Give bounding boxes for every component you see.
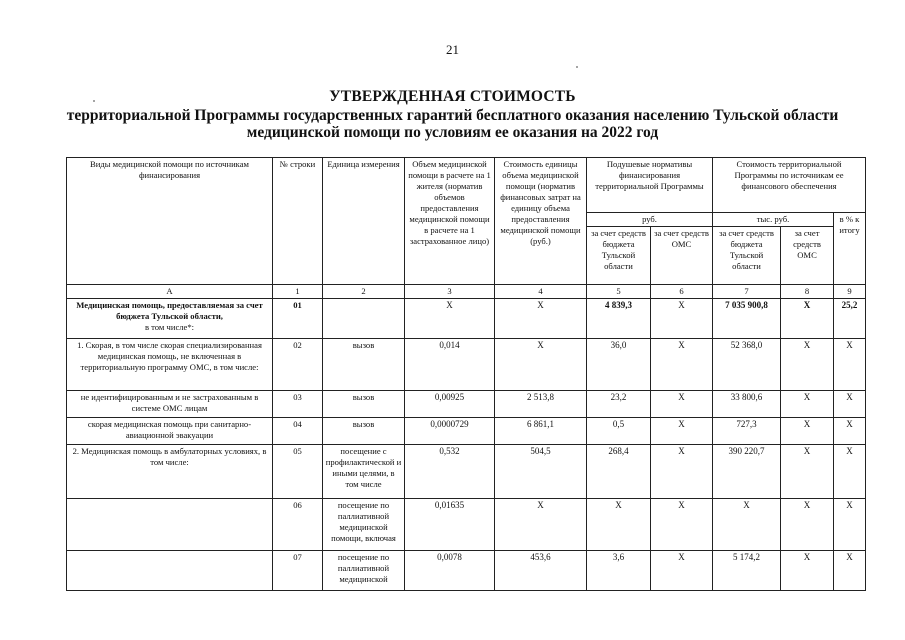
- row-volume: 0,014: [405, 339, 495, 391]
- table-row: [67, 339, 866, 391]
- table-row: [67, 551, 866, 591]
- row-pc-budget: 3,6: [587, 551, 651, 591]
- row-volume: 0,0078: [405, 551, 495, 591]
- header-row-number: № строки: [273, 158, 323, 285]
- row-unit: [323, 299, 405, 339]
- header-tot-oms: за счет средств ОМС: [781, 227, 834, 285]
- scan-speck: [93, 100, 95, 102]
- row-name: 1. Скорая, в том числе скорая специализированная медицинская помощь, не включенная в территориальную программу ОМС, в том числе:: [67, 339, 273, 391]
- row-cost: 504,5: [495, 445, 587, 499]
- header-total: Стоимость территориальной Программы по источникам ее финансового обеспечения: [713, 158, 866, 213]
- row-pc-oms: X: [651, 339, 713, 391]
- row-tot-budget: 5 174,2: [713, 551, 781, 591]
- row-cost: 6 861,1: [495, 418, 587, 445]
- header-pc-budget: за счет средств бюджета Тульской области: [587, 227, 651, 285]
- row-volume: X: [405, 299, 495, 339]
- row-pc-budget: 4 839,3: [587, 299, 651, 339]
- row-name: [67, 499, 273, 551]
- row-unit: вызов: [323, 339, 405, 391]
- header-kind: Виды медицинской помощи по источникам финансирования: [67, 158, 273, 285]
- row-pc-budget: 268,4: [587, 445, 651, 499]
- header-percent: в % к итогу: [834, 213, 866, 285]
- row-percent: X: [834, 551, 866, 591]
- row-pc-budget: 36,0: [587, 339, 651, 391]
- index-cell: 2: [323, 285, 405, 299]
- row-percent: X: [834, 339, 866, 391]
- row-percent: X: [834, 391, 866, 418]
- row-tot-oms: X: [781, 391, 834, 418]
- row-volume: 0,00925: [405, 391, 495, 418]
- row-unit: вызов: [323, 418, 405, 445]
- row-pc-budget: X: [587, 499, 651, 551]
- table-row: [67, 299, 866, 339]
- page-number: 21: [446, 42, 459, 57]
- header-pc-oms: за счет средств ОМС: [651, 227, 713, 285]
- row-name: не идентифицированным и не застрахованным в системе ОМС лицам: [67, 391, 273, 418]
- header-volume: Объем медицинской помощи в расчете на 1 жителя (норматив объемов предоставления медицинской помощи в расчете на 1 застрахованное лицо): [405, 158, 495, 285]
- index-cell: 6: [651, 285, 713, 299]
- row-name: [67, 551, 273, 591]
- index-cell: 8: [781, 285, 834, 299]
- row-cost: X: [495, 299, 587, 339]
- row-pc-budget: 0,5: [587, 418, 651, 445]
- row-volume: 0,532: [405, 445, 495, 499]
- row-unit: посещение с профилактической и иными целями, в том числе: [323, 445, 405, 499]
- row-pc-oms: X: [651, 445, 713, 499]
- index-cell: 5: [587, 285, 651, 299]
- row-unit: вызов: [323, 391, 405, 418]
- cost-table: [66, 157, 866, 591]
- row-tot-budget: 7 035 900,8: [713, 299, 781, 339]
- index-cell: 1: [273, 285, 323, 299]
- header-tot-budget: за счет средств бюджета Тульской области: [713, 227, 781, 285]
- row-pc-oms: X: [651, 418, 713, 445]
- row-cost: X: [495, 339, 587, 391]
- table-row: [67, 391, 866, 418]
- header-per-capita: Подушевые нормативы финансирования территориальной Программы: [587, 158, 713, 213]
- row-pc-oms: X: [651, 391, 713, 418]
- row-name: [67, 299, 273, 339]
- index-row: [67, 285, 866, 299]
- row-pc-oms: X: [651, 551, 713, 591]
- row-number: 06: [273, 499, 323, 551]
- row-pc-oms: X: [651, 299, 713, 339]
- row-percent: X: [834, 445, 866, 499]
- row-name: скорая медицинская помощь при санитарно-авиационной эвакуации: [67, 418, 273, 445]
- row-percent: X: [834, 418, 866, 445]
- row-pc-budget: 23,2: [587, 391, 651, 418]
- row-number: 05: [273, 445, 323, 499]
- row-tot-budget: 727,3: [713, 418, 781, 445]
- scan-speck: [576, 66, 578, 68]
- row-unit: посещение по паллиативной медицинской: [323, 551, 405, 591]
- header-cost: Стоимость единицы объема медицинской помощи (норматив финансовых затрат на единицу объема предоставления медицинской помощи (руб.): [495, 158, 587, 285]
- row-volume: 0,01635: [405, 499, 495, 551]
- row-tot-budget: X: [713, 499, 781, 551]
- row-cost: X: [495, 499, 587, 551]
- table-row: [67, 499, 866, 551]
- row-tot-oms: X: [781, 551, 834, 591]
- row-tot-budget: 33 800,6: [713, 391, 781, 418]
- header-rub: руб.: [587, 213, 713, 227]
- row-number: 07: [273, 551, 323, 591]
- row-name-suffix: в том числе*:: [144, 322, 195, 332]
- row-tot-oms: X: [781, 445, 834, 499]
- row-cost: 2 513,8: [495, 391, 587, 418]
- document-subtitle-line-2: медицинской помощи по условиям ее оказания на 2022 год: [246, 124, 659, 141]
- document-title: УТВЕРЖДЕННАЯ СТОИМОСТЬ: [329, 88, 576, 105]
- index-cell: 9: [834, 285, 866, 299]
- row-name: 2. Медицинская помощь в амбулаторных условиях, в том числе:: [67, 445, 273, 499]
- row-tot-budget: 390 220,7: [713, 445, 781, 499]
- index-cell: 3: [405, 285, 495, 299]
- document-subtitle-line-1: территориальной Программы государственных гарантий бесплатного оказания населению Тульской области: [66, 107, 839, 124]
- row-number: 04: [273, 418, 323, 445]
- row-number: 03: [273, 391, 323, 418]
- header-thous-rub: тыс. руб.: [713, 213, 834, 227]
- row-name-main: Медицинская помощь, предоставляемая за счет бюджета Тульской области,: [76, 300, 263, 321]
- row-tot-oms: X: [781, 418, 834, 445]
- row-number: 01: [273, 299, 323, 339]
- index-cell: 4: [495, 285, 587, 299]
- row-percent: 25,2: [834, 299, 866, 339]
- row-tot-oms: X: [781, 499, 834, 551]
- row-tot-budget: 52 368,0: [713, 339, 781, 391]
- row-volume: 0,0000729: [405, 418, 495, 445]
- index-cell: 7: [713, 285, 781, 299]
- row-cost: 453,6: [495, 551, 587, 591]
- row-tot-oms: X: [781, 299, 834, 339]
- row-percent: X: [834, 499, 866, 551]
- row-tot-oms: X: [781, 339, 834, 391]
- header-unit: Единица измерения: [323, 158, 405, 285]
- row-number: 02: [273, 339, 323, 391]
- row-unit: посещение по паллиативной медицинской помощи, включая: [323, 499, 405, 551]
- table-row: [67, 418, 866, 445]
- index-cell: А: [67, 285, 273, 299]
- table-row: [67, 445, 866, 499]
- row-pc-oms: X: [651, 499, 713, 551]
